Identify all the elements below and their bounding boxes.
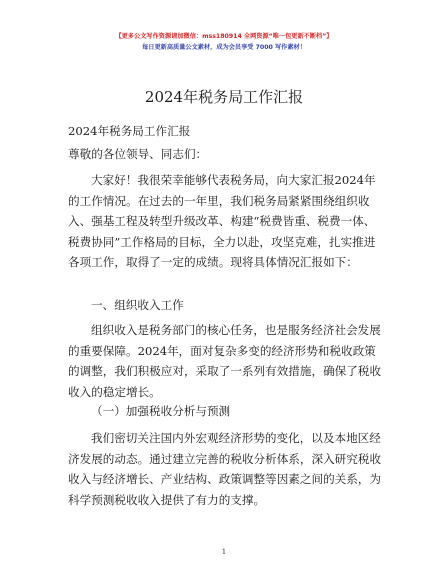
promo-banner-line-1: 【更多公文写作资源请加微信：mss180914 全网资源“唯一包更新不断档”】 bbox=[115, 33, 333, 40]
promo-banner-line-2: 每日更新高质量公文素材，成为会员享受 7000 写作素材！ bbox=[142, 44, 306, 51]
subsection-paragraph: 我们密切关注国内外宏观经济形势的变化，以及本地区经济发展的动态。通过建立完善的税收分析体系，深入研究税收收入与经济增长、产业结构、政策调整等因素之间的关系，为科学预测税收收入提供了有力的支撑。 bbox=[68, 431, 382, 507]
section-paragraph: 组织收入是税务部门的核心任务，也是服务经济社会发展的重要保障。2024年，面对复杂多变的经济形势和税收政策的调整，我们积极应对，采取了一系列有效措施，确保了税收收入的稳定增长。 bbox=[68, 323, 382, 399]
subsection-heading: （一）加强税收分析与预测 bbox=[91, 404, 231, 418]
page-number: 1 bbox=[221, 548, 227, 556]
salutation: 尊敬的各位领导、同志们： bbox=[68, 147, 208, 161]
document-subtitle: 2024年税务局工作汇报 bbox=[68, 124, 191, 138]
section-heading: 一、组织收入工作 bbox=[91, 298, 184, 312]
intro-paragraph: 大家好！我很荣幸能够代表税务局，向大家汇报2024年的工作情况。在过去的一年里，我们税务局紧紧围绕组织收入、强基工程及转型升级改革、构建“税费皆重、税费一体、税费协同”工作格局的目标，全力以赴，攻坚克难，扎实推进各项工作，取得了一定的成绩。现将具体情况汇报如下： bbox=[68, 173, 376, 269]
document-title: 2024年税务局工作汇报 bbox=[144, 88, 304, 106]
